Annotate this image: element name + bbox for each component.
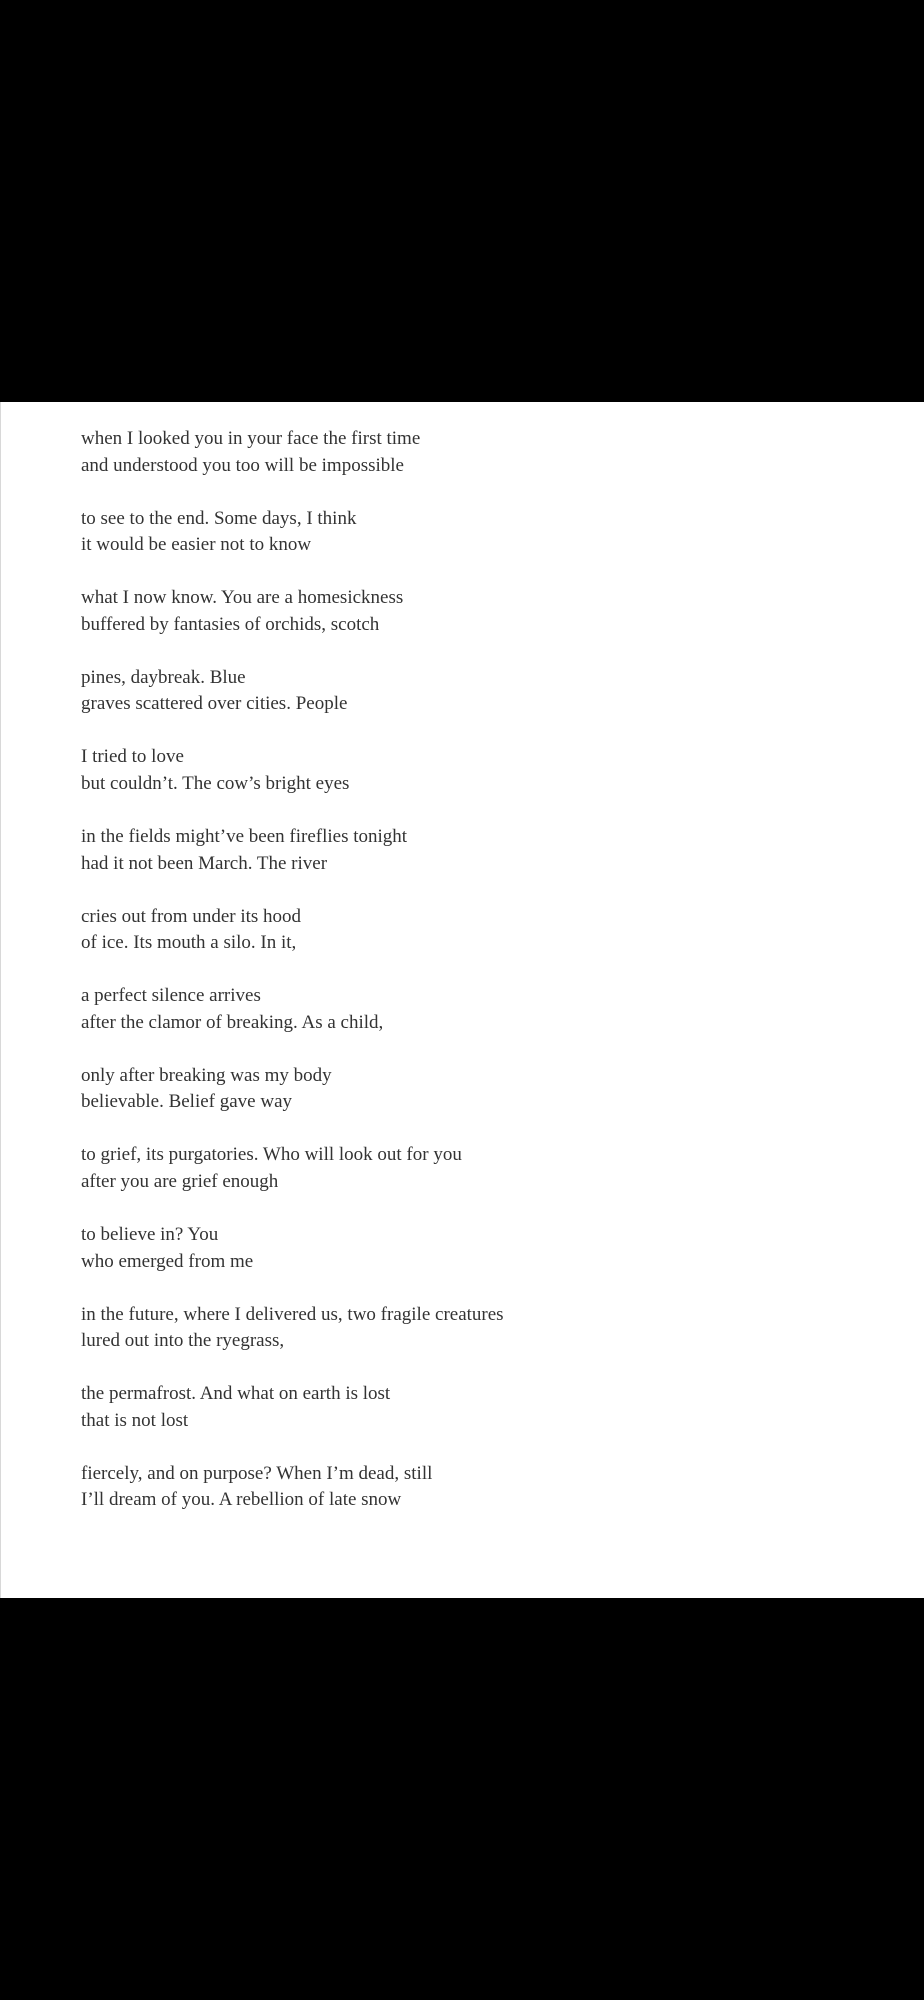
stanza: [81, 1461, 861, 1541]
poem-line: but couldn’t. The cow’s bright eyes: [81, 772, 350, 794]
stanza: [81, 585, 861, 665]
poem-line: I’ll dream of you. A rebellion of late snow: [81, 1489, 402, 1511]
poem-line: when I looked you in your face the first time: [81, 428, 421, 449]
stanza: [81, 983, 861, 1063]
stanza: [81, 426, 861, 506]
poem-line: in the fields might’ve been fireflies tonight: [81, 825, 408, 847]
stanza: [81, 904, 861, 984]
poem-line: a perfect silence arrives: [81, 985, 261, 1007]
stanza: [81, 1381, 861, 1461]
poem-line: who emerged from me: [81, 1250, 254, 1272]
poem-body: [81, 426, 861, 1540]
poem-line: to see to the end. Some days, I think: [81, 507, 357, 529]
poem-line: and understood you too will be impossible: [81, 454, 404, 476]
poem-line: of ice. Its mouth a silo. In it,: [81, 932, 297, 954]
poem-line: after you are grief enough: [81, 1170, 279, 1192]
poem-line: to believe in? You: [81, 1223, 219, 1245]
poem-line: cries out from under its hood: [81, 905, 302, 927]
poem-line: believable. Belief gave way: [81, 1091, 293, 1113]
poem-line: I tried to love: [81, 746, 184, 768]
poem-line: only after breaking was my body: [81, 1064, 332, 1086]
poem-line: fiercely, and on purpose? When I’m dead, still: [81, 1462, 433, 1484]
stanza: [81, 1302, 861, 1382]
poem-line: the permafrost. And what on earth is lost: [81, 1383, 391, 1405]
poem-line: in the future, where I delivered us, two fragile creatures: [81, 1303, 504, 1325]
poem-line: it would be easier not to know: [81, 534, 312, 556]
stanza: [81, 1142, 861, 1222]
stanza: [81, 1222, 861, 1302]
poem-line: graves scattered over cities. People: [81, 693, 348, 715]
stanza: [81, 1063, 861, 1143]
poem-line: lured out into the ryegrass,: [81, 1330, 285, 1352]
stanza: [81, 744, 861, 824]
stanza: [81, 824, 861, 904]
poem-line: what I now know. You are a homesickness: [81, 587, 404, 609]
stanza: [81, 506, 861, 586]
poem-line: that is not lost: [81, 1409, 189, 1431]
poem-line: pines, daybreak. Blue: [81, 666, 246, 688]
poem-line: had it not been March. The river: [81, 852, 328, 874]
poem-line: buffered by fantasies of orchids, scotch: [81, 613, 380, 635]
stanza: [81, 665, 861, 745]
poem-line: after the clamor of breaking. As a child,: [81, 1011, 384, 1033]
poem-line: to grief, its purgatories. Who will look out for you: [81, 1144, 462, 1166]
